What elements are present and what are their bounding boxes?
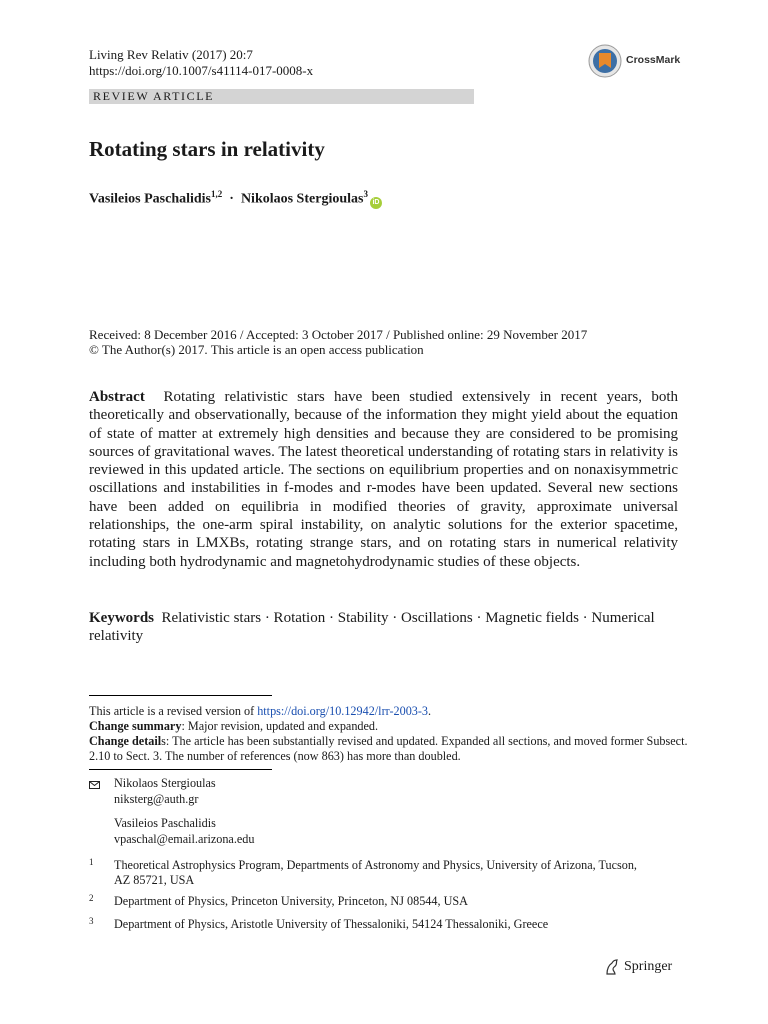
author-list (89, 189, 382, 209)
change-details-label: Change detail (89, 734, 162, 748)
footnote-divider (89, 695, 272, 696)
abstract-text: Rotating relativistic stars have been studied extensively in recent years, both theoretically and observationally, because of the information they might yield about the equation of state of matter at extremely high densities and because they are considered to be promising sources of gravitational waves. The latest theoretical understanding of rotating stars in relativity is reviewed in this updated article. The sections on equilibrium properties and on nonaxisymmetric oscillations and instabilities in f-modes and r-modes have been updated. Several new sections have been added on equilibria in modified theories of gravity, approximate universal relationships, the one-arm spiral instability, on analytic solutions for the exterior spacetime, rotating stars in LMXBs, rotating strange stars, and on rotating stars in numerical relativity including both hydrodynamic and magnetohydrodynamic studies of these objects. (89, 389, 679, 570)
keywords (89, 609, 678, 646)
keywords-text: Relativistic stars · Rotation · Stability · Oscillations · Magnetic fields · Numerical relativity (89, 610, 655, 645)
envelope-icon (89, 781, 100, 789)
revision-footnote (89, 704, 689, 764)
change-summary-text: : Major revision, updated and expanded. (181, 719, 379, 733)
author-affiliation-sup: 1,2 (211, 189, 223, 199)
abstract (89, 388, 678, 571)
crossmark-badge[interactable] (588, 44, 688, 78)
crossmark-label: CrossMark (626, 54, 681, 66)
publication-dates (89, 327, 587, 357)
keywords-label: Keywords (89, 610, 154, 626)
abstract-label: Abstract (89, 389, 145, 405)
contact-email[interactable]: vpaschal@email.arizona.edu (114, 831, 255, 846)
author-name[interactable]: Nikolaos Stergioulas (240, 191, 364, 207)
author-separator: · (229, 191, 234, 207)
affiliation-text: Theoretical Astrophysics Program, Departments of Astronomy and Physics, University of Arizona, Tucson, AZ 85721, USA (114, 858, 637, 887)
previous-version-link[interactable]: https://doi.org/10.12942/lrr-2003-3 (257, 704, 429, 718)
revised-suffix: . (428, 704, 432, 718)
received-accepted-line: Received: 8 December 2016 / Accepted: 3 October 2017 / Published online: 29 November 2017 (89, 327, 588, 342)
article-type: REVIEW ARTICLE (93, 89, 215, 103)
springer-horse-icon (604, 958, 620, 976)
publisher-name: Springer (624, 959, 673, 974)
copyright-line: © The Author(s) 2017. This article is an open access publication (89, 342, 424, 357)
affiliation-number: 1 (89, 857, 94, 867)
journal-citation: Living Rev Relativ (2017) 20:7 (89, 47, 253, 62)
change-summary-line (89, 719, 689, 734)
crossmark-icon (588, 44, 622, 78)
article-doi[interactable]: https://doi.org/10.1007/s41114-017-0008-x (89, 63, 314, 78)
affiliation-number: 3 (89, 916, 94, 926)
change-details-line (89, 734, 689, 764)
contact-email[interactable]: niksterg@auth.gr (114, 791, 199, 806)
article-type-band (89, 89, 474, 104)
affiliation-text: Department of Physics, Aristotle University of Thessaloniki, 54124 Thessaloniki, Greece (114, 917, 549, 931)
affiliation-number: 2 (89, 893, 94, 903)
publisher-logo (604, 957, 684, 979)
journal-header (89, 47, 313, 79)
affiliation-text: Department of Physics, Princeton University, Princeton, NJ 08544, USA (114, 894, 468, 908)
contact-divider (89, 769, 272, 770)
author-name[interactable]: Vasileios Paschalidis (89, 191, 212, 207)
contact-name: Vasileios Paschalidis (114, 816, 216, 830)
orcid-icon[interactable]: iD (370, 197, 382, 209)
paper-title: Rotating stars in relativity (89, 137, 325, 161)
change-summary-label: Change summary (89, 719, 182, 733)
revised-version-line (89, 704, 689, 719)
contact-name: Nikolaos Stergioulas (114, 776, 216, 790)
change-details-text: s: The article has been substantially revised and updated. Expanded all sections, and moved former Subsect. 2.10 to Sect. 3. The number of references (now 863) has more than doubled. (89, 734, 688, 763)
revised-prefix: This article is a revised version of (89, 704, 258, 718)
author-affiliation-sup: 3 (363, 189, 368, 199)
